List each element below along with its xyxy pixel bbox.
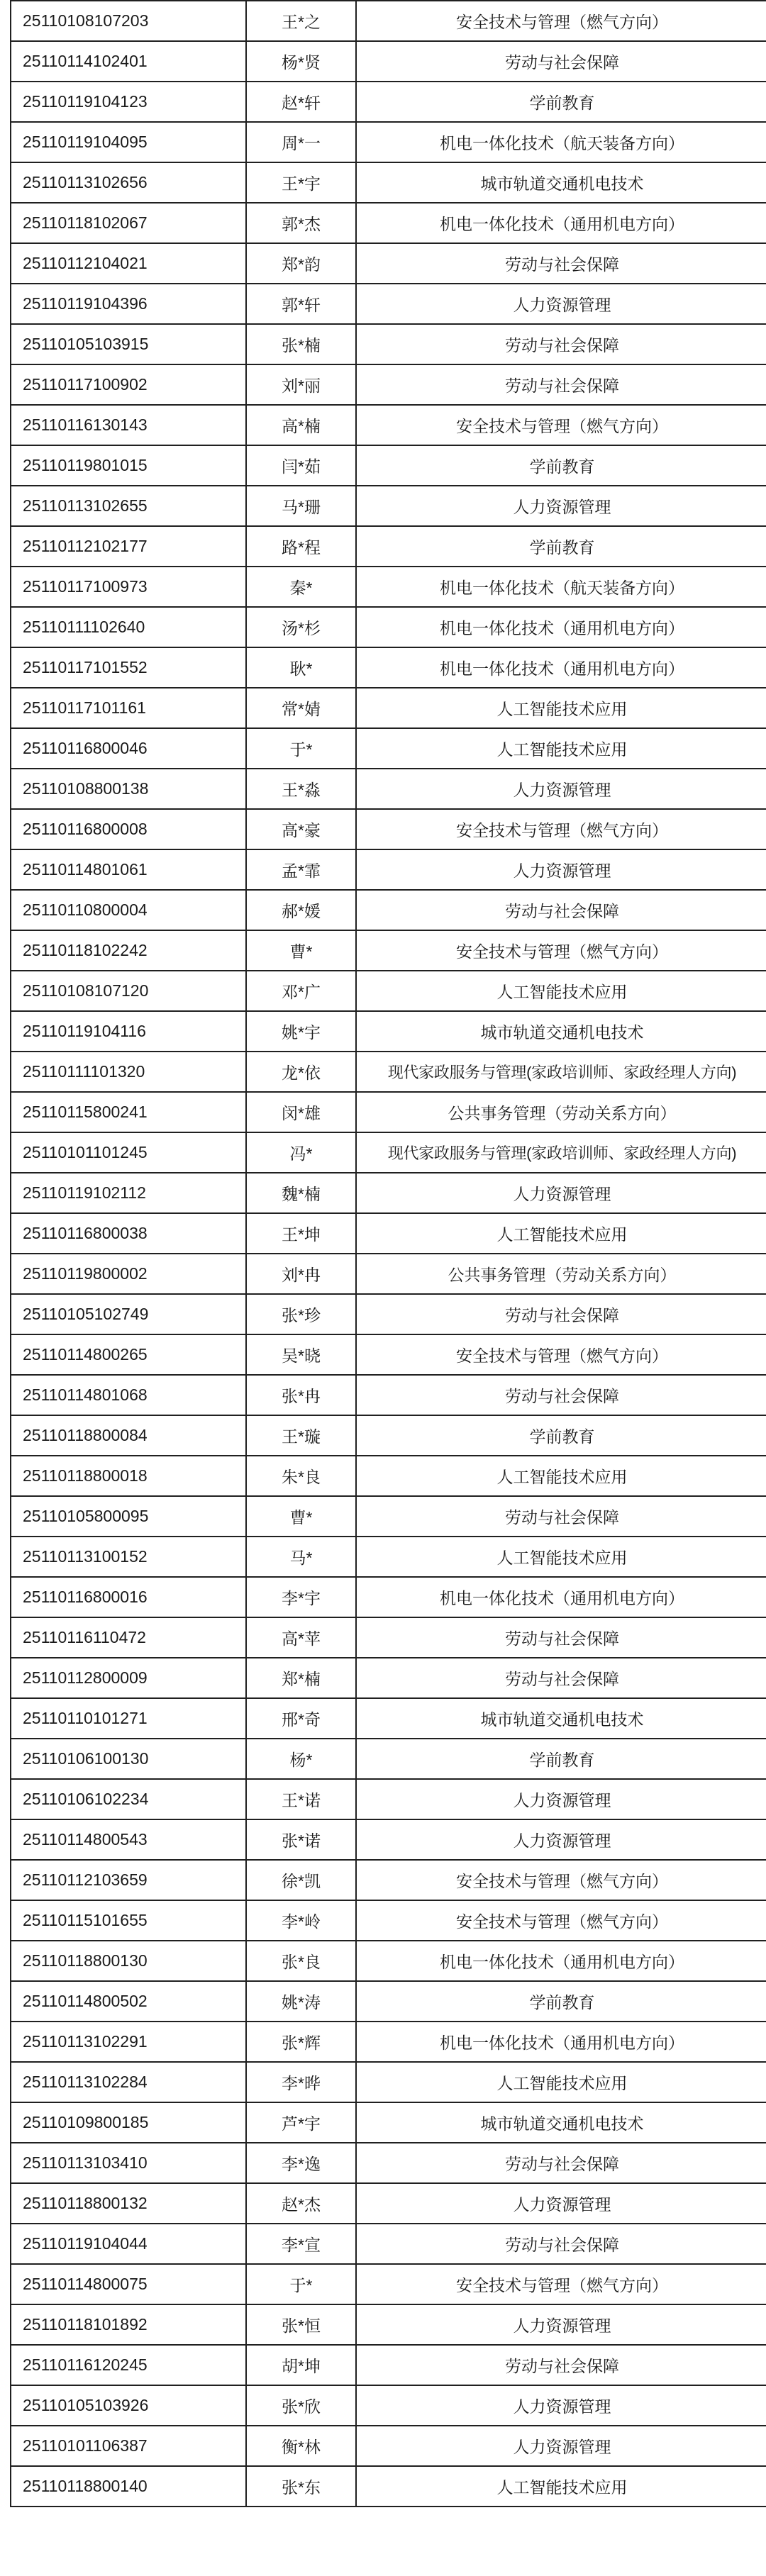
cell-name: 张*冉 [246,1375,356,1415]
table-row [11,203,766,243]
cell-candidate-id: 25110118101892 [11,2304,246,2345]
cell-candidate-id: 25110105102749 [11,1294,246,1334]
cell-major: 人工智能技术应用 [356,971,766,1011]
cell-major: 人力资源管理 [356,2183,766,2224]
table-row [11,2224,766,2264]
cell-candidate-id: 25110113102656 [11,162,246,203]
cell-name: 王*坤 [246,1213,356,1254]
cell-candidate-id: 25110117101552 [11,647,246,688]
cell-candidate-id: 25110109800185 [11,2102,246,2143]
cell-name: 姚*宇 [246,1011,356,1052]
cell-name: 李*宇 [246,1577,356,1617]
cell-name: 李*晔 [246,2062,356,2102]
cell-name: 耿* [246,647,356,688]
table-row [11,1011,766,1052]
cell-name: 孟*霏 [246,849,356,890]
table-row [11,1132,766,1173]
table-row [11,1254,766,1294]
cell-candidate-id: 25110112800009 [11,1658,246,1698]
cell-candidate-id: 25110114801061 [11,849,246,890]
cell-candidate-id: 25110112102177 [11,526,246,567]
table-row [11,1617,766,1658]
cell-major: 人力资源管理 [356,849,766,890]
cell-name: 徐*凯 [246,1860,356,1900]
cell-candidate-id: 25110118800084 [11,1415,246,1456]
cell-name: 杨*贤 [246,41,356,82]
cell-name: 高*豪 [246,809,356,849]
cell-candidate-id: 25110116120245 [11,2345,246,2385]
cell-name: 李*逸 [246,2143,356,2183]
table-row [11,1456,766,1496]
cell-candidate-id: 25110116800008 [11,809,246,849]
cell-major: 劳动与社会保障 [356,1375,766,1415]
cell-major: 人工智能技术应用 [356,688,766,728]
cell-name: 李*宣 [246,2224,356,2264]
table-row [11,930,766,971]
table-row [11,769,766,809]
cell-candidate-id: 25110119800002 [11,1254,246,1294]
cell-name: 王*璇 [246,1415,356,1456]
cell-name: 邓*广 [246,971,356,1011]
cell-major: 现代家政服务与管理(家政培训师、家政经理人方向) [356,1132,766,1173]
cell-candidate-id: 25110106102234 [11,1779,246,1819]
table-row [11,2022,766,2062]
cell-major: 人力资源管理 [356,1819,766,1860]
cell-major: 人工智能技术应用 [356,1213,766,1254]
cell-candidate-id: 25110119801015 [11,445,246,486]
table-row [11,2143,766,2183]
table-body [11,1,766,2507]
cell-name: 闵*雄 [246,1092,356,1132]
cell-name: 郑*韵 [246,243,356,284]
table-row [11,1415,766,1456]
cell-major: 公共事务管理（劳动关系方向） [356,1254,766,1294]
cell-candidate-id: 25110114800502 [11,1981,246,2022]
cell-major: 城市轨道交通机电技术 [356,2102,766,2143]
cell-major: 学前教育 [356,82,766,122]
cell-major: 安全技术与管理（燃气方向） [356,809,766,849]
table-row [11,41,766,82]
cell-candidate-id: 25110119104396 [11,284,246,324]
cell-name: 魏*楠 [246,1173,356,1213]
cell-candidate-id: 25110116110472 [11,1617,246,1658]
table-row [11,1900,766,1941]
cell-candidate-id: 25110114800543 [11,1819,246,1860]
table-row [11,1334,766,1375]
cell-major: 人力资源管理 [356,1173,766,1213]
cell-major: 机电一体化技术（通用机电方向） [356,1941,766,1981]
cell-major: 安全技术与管理（燃气方向） [356,405,766,445]
table-row [11,1779,766,1819]
cell-candidate-id: 25110117100973 [11,567,246,607]
cell-candidate-id: 25110118800130 [11,1941,246,1981]
table-row [11,1173,766,1213]
table-row [11,688,766,728]
cell-name: 高*楠 [246,405,356,445]
table-row [11,1658,766,1698]
cell-candidate-id: 25110111101320 [11,1052,246,1092]
cell-name: 赵*轩 [246,82,356,122]
cell-candidate-id: 25110116800016 [11,1577,246,1617]
cell-candidate-id: 25110112103659 [11,1860,246,1900]
cell-name: 郭*杰 [246,203,356,243]
cell-name: 吴*晓 [246,1334,356,1375]
cell-major: 学前教育 [356,526,766,567]
cell-major: 机电一体化技术（通用机电方向） [356,1577,766,1617]
cell-candidate-id: 25110113102291 [11,2022,246,2062]
cell-major: 城市轨道交通机电技术 [356,1011,766,1052]
cell-major: 机电一体化技术（通用机电方向） [356,203,766,243]
cell-major: 劳动与社会保障 [356,890,766,930]
cell-candidate-id: 25110116130143 [11,405,246,445]
table-row [11,324,766,364]
cell-major: 人力资源管理 [356,2426,766,2466]
cell-major: 安全技术与管理（燃气方向） [356,1900,766,1941]
cell-name: 王*淼 [246,769,356,809]
cell-candidate-id: 25110118800018 [11,1456,246,1496]
table-row [11,1981,766,2022]
cell-major: 学前教育 [356,1415,766,1456]
cell-name: 李*岭 [246,1900,356,1941]
cell-major: 机电一体化技术（航天装备方向） [356,122,766,162]
cell-major: 学前教育 [356,1739,766,1779]
cell-major: 劳动与社会保障 [356,1294,766,1334]
cell-major: 劳动与社会保障 [356,1496,766,1537]
cell-name: 高*苹 [246,1617,356,1658]
cell-candidate-id: 25110101106387 [11,2426,246,2466]
cell-name: 芦*宇 [246,2102,356,2143]
table-row [11,1052,766,1092]
cell-name: 路*程 [246,526,356,567]
table-row [11,284,766,324]
table-row [11,2264,766,2304]
cell-major: 城市轨道交通机电技术 [356,162,766,203]
table-row [11,1698,766,1739]
cell-major: 人工智能技术应用 [356,1456,766,1496]
cell-candidate-id: 25110119104095 [11,122,246,162]
table-row [11,647,766,688]
cell-candidate-id: 25110115101655 [11,1900,246,1941]
cell-name: 朱*良 [246,1456,356,1496]
cell-candidate-id: 25110115800241 [11,1092,246,1132]
admission-list-table [10,0,766,2507]
cell-candidate-id: 25110119104123 [11,82,246,122]
table-row [11,971,766,1011]
cell-major: 机电一体化技术（通用机电方向） [356,2022,766,2062]
table-row [11,567,766,607]
cell-candidate-id: 25110118102067 [11,203,246,243]
cell-name: 曹* [246,1496,356,1537]
cell-candidate-id: 25110113102284 [11,2062,246,2102]
table-row [11,1294,766,1334]
cell-major: 机电一体化技术（通用机电方向） [356,607,766,647]
cell-candidate-id: 25110108800138 [11,769,246,809]
table-row [11,445,766,486]
cell-major: 人力资源管理 [356,486,766,526]
cell-candidate-id: 25110106100130 [11,1739,246,1779]
table-row [11,607,766,647]
table-row [11,364,766,405]
table-row [11,1375,766,1415]
cell-candidate-id: 25110114800265 [11,1334,246,1375]
table-row [11,728,766,769]
table-row [11,82,766,122]
cell-major: 人工智能技术应用 [356,2466,766,2507]
cell-name: 王*宇 [246,162,356,203]
table-row [11,2426,766,2466]
table-row [11,1577,766,1617]
table-row [11,2304,766,2345]
cell-major: 人工智能技术应用 [356,1537,766,1577]
cell-major: 劳动与社会保障 [356,364,766,405]
cell-major: 人力资源管理 [356,1779,766,1819]
cell-candidate-id: 25110108107120 [11,971,246,1011]
table-row [11,849,766,890]
cell-candidate-id: 25110113103410 [11,2143,246,2183]
cell-major: 安全技术与管理（燃气方向） [356,1,766,41]
table-row [11,2345,766,2385]
cell-name: 张*珍 [246,1294,356,1334]
cell-candidate-id: 25110117100902 [11,364,246,405]
cell-candidate-id: 25110110800004 [11,890,246,930]
cell-candidate-id: 25110119102112 [11,1173,246,1213]
cell-major: 劳动与社会保障 [356,324,766,364]
cell-major: 劳动与社会保障 [356,2143,766,2183]
cell-candidate-id: 25110118800132 [11,2183,246,2224]
cell-candidate-id: 25110105800095 [11,1496,246,1537]
cell-candidate-id: 25110101101245 [11,1132,246,1173]
cell-candidate-id: 25110112104021 [11,243,246,284]
table-row [11,162,766,203]
cell-major: 劳动与社会保障 [356,243,766,284]
cell-major: 安全技术与管理（燃气方向） [356,1860,766,1900]
cell-name: 张*楠 [246,324,356,364]
cell-candidate-id: 25110118102242 [11,930,246,971]
cell-major: 人力资源管理 [356,769,766,809]
cell-candidate-id: 25110105103926 [11,2385,246,2426]
cell-candidate-id: 25110119104116 [11,1011,246,1052]
cell-name: 张*辉 [246,2022,356,2062]
cell-major: 人力资源管理 [356,2304,766,2345]
table-row [11,1941,766,1981]
cell-candidate-id: 25110118800140 [11,2466,246,2507]
cell-major: 劳动与社会保障 [356,1658,766,1698]
cell-major: 公共事务管理（劳动关系方向） [356,1092,766,1132]
cell-name: 衡*林 [246,2426,356,2466]
cell-candidate-id: 25110119104044 [11,2224,246,2264]
table-row [11,2466,766,2507]
cell-major: 安全技术与管理（燃气方向） [356,2264,766,2304]
cell-major: 人力资源管理 [356,2385,766,2426]
cell-name: 张*良 [246,1941,356,1981]
table-row [11,405,766,445]
cell-name: 王*诺 [246,1779,356,1819]
cell-name: 闫*茹 [246,445,356,486]
table-row [11,2385,766,2426]
cell-major: 人工智能技术应用 [356,2062,766,2102]
cell-major: 安全技术与管理（燃气方向） [356,930,766,971]
table-row [11,1092,766,1132]
cell-candidate-id: 25110110101271 [11,1698,246,1739]
cell-candidate-id: 25110116800046 [11,728,246,769]
cell-name: 郭*轩 [246,284,356,324]
cell-candidate-id: 25110113100152 [11,1537,246,1577]
table-row [11,1537,766,1577]
table-row [11,1739,766,1779]
cell-major: 人力资源管理 [356,284,766,324]
table-row [11,243,766,284]
cell-name: 张*诺 [246,1819,356,1860]
table-row [11,2102,766,2143]
cell-name: 刘*冉 [246,1254,356,1294]
cell-major: 劳动与社会保障 [356,1617,766,1658]
cell-candidate-id: 25110114800075 [11,2264,246,2304]
cell-major: 安全技术与管理（燃气方向） [356,1334,766,1375]
table-row [11,2183,766,2224]
cell-name: 常*婧 [246,688,356,728]
cell-name: 于* [246,728,356,769]
cell-name: 于* [246,2264,356,2304]
table-row [11,2062,766,2102]
cell-candidate-id: 25110108107203 [11,1,246,41]
cell-name: 龙*依 [246,1052,356,1092]
cell-name: 杨* [246,1739,356,1779]
cell-name: 马* [246,1537,356,1577]
table-row [11,809,766,849]
cell-name: 张*东 [246,2466,356,2507]
cell-candidate-id: 25110114801068 [11,1375,246,1415]
table-row [11,526,766,567]
cell-candidate-id: 25110117101161 [11,688,246,728]
cell-major: 机电一体化技术（航天装备方向） [356,567,766,607]
cell-name: 汤*杉 [246,607,356,647]
cell-name: 马*珊 [246,486,356,526]
cell-name: 王*之 [246,1,356,41]
cell-name: 姚*涛 [246,1981,356,2022]
cell-name: 曹* [246,930,356,971]
cell-candidate-id: 25110105103915 [11,324,246,364]
cell-major: 现代家政服务与管理(家政培训师、家政经理人方向) [356,1052,766,1092]
cell-name: 胡*坤 [246,2345,356,2385]
cell-name: 邢*奇 [246,1698,356,1739]
cell-major: 劳动与社会保障 [356,2345,766,2385]
cell-candidate-id: 25110113102655 [11,486,246,526]
cell-name: 赵*杰 [246,2183,356,2224]
cell-candidate-id: 25110116800038 [11,1213,246,1254]
cell-name: 冯* [246,1132,356,1173]
cell-candidate-id: 25110114102401 [11,41,246,82]
table-row [11,1496,766,1537]
cell-candidate-id: 25110111102640 [11,607,246,647]
cell-major: 劳动与社会保障 [356,41,766,82]
cell-major: 人工智能技术应用 [356,728,766,769]
table-row [11,890,766,930]
cell-major: 机电一体化技术（通用机电方向） [356,647,766,688]
cell-name: 秦* [246,567,356,607]
cell-name: 郝*媛 [246,890,356,930]
cell-major: 劳动与社会保障 [356,2224,766,2264]
cell-name: 刘*丽 [246,364,356,405]
cell-major: 学前教育 [356,445,766,486]
cell-name: 张*恒 [246,2304,356,2345]
table-row [11,1860,766,1900]
table-row [11,122,766,162]
table-row [11,1819,766,1860]
table-row [11,486,766,526]
table-row [11,1213,766,1254]
table-row [11,1,766,41]
cell-name: 周*一 [246,122,356,162]
cell-name: 张*欣 [246,2385,356,2426]
cell-major: 学前教育 [356,1981,766,2022]
cell-name: 郑*楠 [246,1658,356,1698]
cell-major: 城市轨道交通机电技术 [356,1698,766,1739]
